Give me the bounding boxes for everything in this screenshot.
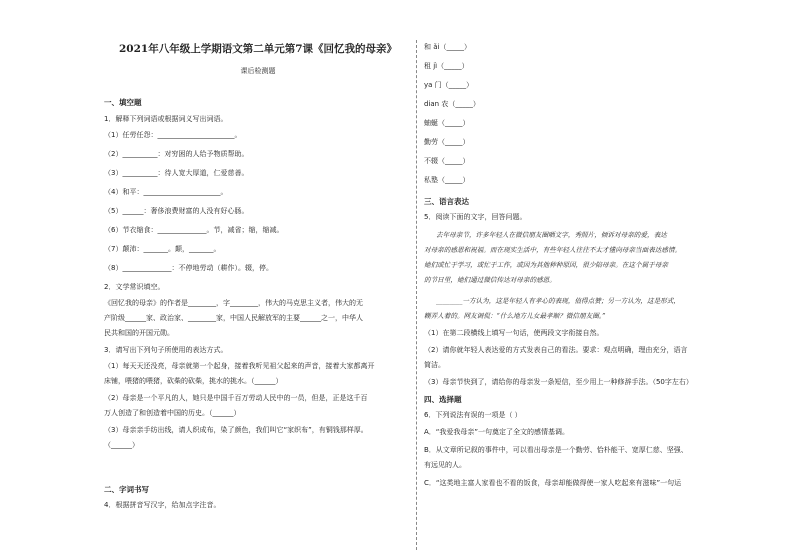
q3-item-2-line-1: （2）母亲是一个平凡的人，她只是中国千百万劳动人民中的一员，但是，正是这千百 xyxy=(104,394,368,402)
section-language-expression: 三、语言表达 xyxy=(424,197,469,206)
q1-item-2: （2）__________：对穷困的人给予物质帮助。 xyxy=(104,150,249,158)
option-c-line-1: C．“这类地主富人家看也不看的饭食，母亲却能做得使一家人吃起来有滋味”一句运 xyxy=(424,479,682,487)
pinyin-item-5: 蚰蜒（_____） xyxy=(424,119,470,127)
q3-item-1-line-1: （1）每天天还没亮，母亲就第一个起身，接着我听见祖父起来的声音，接着大家都离开 xyxy=(104,362,375,370)
pinyin-item-2: 租 jì（_____） xyxy=(424,62,469,70)
passage-line-2: 对母亲的感恩和祝福。而在现实生活中，有些年轻人往往不太才懂向母亲当面表达感情。 xyxy=(424,246,682,254)
q2-line-3: 民共和国的开国元勋。 xyxy=(104,329,174,337)
q3-item-1-line-2: 床铺，喂猪的喂猪，砍柴的砍柴，挑水的挑水。（______） xyxy=(104,377,283,385)
q5-subquestion-2-line-2: 简洁。 xyxy=(424,361,445,369)
passage-line-6: 糊弄人着的。网友调侃：“什么地方儿女最孝顺？微信朋友圈。” xyxy=(424,312,606,320)
q1-item-7: （7）颠沛：_______。颠，_______。 xyxy=(104,245,221,253)
q5-subquestion-2-line-1: （2）请你就年轻人表达爱的方式发表自己的看法。要求：观点明确，理由充分，语言 xyxy=(424,346,688,354)
question-2: 2．文学常识填空。 xyxy=(104,283,165,291)
section-word-writing: 二、字词书写 xyxy=(104,485,149,494)
option-a: A．“我爱我母亲”一句奠定了全文的感情基调。 xyxy=(424,428,570,436)
option-b-line-2: 有远见的人。 xyxy=(424,461,466,469)
pinyin-item-1: 和 ǎi（_____） xyxy=(424,43,471,51)
pinyin-item-8: 私塾（_____） xyxy=(424,176,470,184)
question-1: 1．解释下列词语或根据词义写出词语。 xyxy=(104,115,228,123)
q1-item-4: （4）和平：______________________。 xyxy=(104,188,228,196)
passage-line-1: 去年母亲节，许多年轻人在微信朋友圈晒文字，秀照片，倾诉对母亲的爱，表达 xyxy=(436,231,667,239)
q1-item-1: （1）任劳任怨：______________________。 xyxy=(104,131,242,139)
document-title: 2021年八年级上学期语文第二单元第7课《回忆我的母亲》 xyxy=(118,43,398,55)
q1-item-3: （3）__________：待人宽大厚道，仁爱慈善。 xyxy=(104,169,249,177)
q1-item-8: （8）______________：不停地劳动（耕作）。辍，停。 xyxy=(104,264,273,272)
q5-subquestion-3: （3）母亲节快到了，请给你的母亲发一条短信，至少用上一种修辞手法。（50字左右） xyxy=(424,378,693,386)
passage-line-3: 她们或忙于学习，或忙于工作，或因为其他种种原因，很少陪母亲。在这个属于母亲 xyxy=(424,261,668,269)
q3-item-2-line-2: 万人创造了和创造着中国的历史。（______） xyxy=(104,409,241,417)
section-fill-blank: 一、填空题 xyxy=(104,98,142,107)
pinyin-item-6: 勤劳（_____） xyxy=(424,138,470,146)
q5-subquestion-1: （1）在第二段横线上填写一句话，使两段文字衔接自然。 xyxy=(424,329,604,337)
passage-line-4: 的节日里，她们通过微信传达对母亲的感恩。 xyxy=(424,276,556,284)
pinyin-item-4: dian 农（_____） xyxy=(424,100,480,108)
q3-item-3-line-2: （______） xyxy=(104,441,139,449)
section-multiple-choice: 四、选择题 xyxy=(424,395,462,404)
question-5: 5．阅读下面的文字，回答问题。 xyxy=(424,213,527,221)
column-divider xyxy=(416,40,417,550)
q2-line-2: 产阶级______家、政治家、________家，中国人民解放军的主要______之一，中华人 xyxy=(104,314,363,322)
question-6: 6．下列说法有误的一项是（ ） xyxy=(424,411,522,419)
pinyin-item-7: 不辍（_____） xyxy=(424,157,470,165)
q2-line-1: 《回忆我的母亲》的作者是________，字________，伟大的马克思主义者，伟大的无 xyxy=(104,299,363,307)
document-subtitle: 课后检测题 xyxy=(240,67,276,75)
passage-line-5: ________一方认为，这是年轻人有孝心的表现，值得点赞；另一方认为，这是形式， xyxy=(436,297,680,305)
question-4: 4．根据拼音写汉字，给加点字注音。 xyxy=(104,501,221,509)
question-3: 3．请写出下列句子所使用的表达方式。 xyxy=(104,346,228,354)
q3-item-3-line-1: （3）母亲亲手纺出线，请人织成布，染了颜色，我们叫它“家织布”，有铜钱那样厚。 xyxy=(104,426,368,434)
q1-item-6: （6）节衣缩食：______________。节，减省；缩，缩减。 xyxy=(104,226,284,234)
q1-item-5: （5）______：奢侈浪费财富的人没有好心肠。 xyxy=(104,207,249,215)
pinyin-item-3: ya 门（_____） xyxy=(424,81,474,89)
option-b-line-1: B．从文章所记叙的事件中，可以看出母亲是一个勤劳、恰朴能干、宽厚仁慈、坚强、 xyxy=(424,446,688,454)
